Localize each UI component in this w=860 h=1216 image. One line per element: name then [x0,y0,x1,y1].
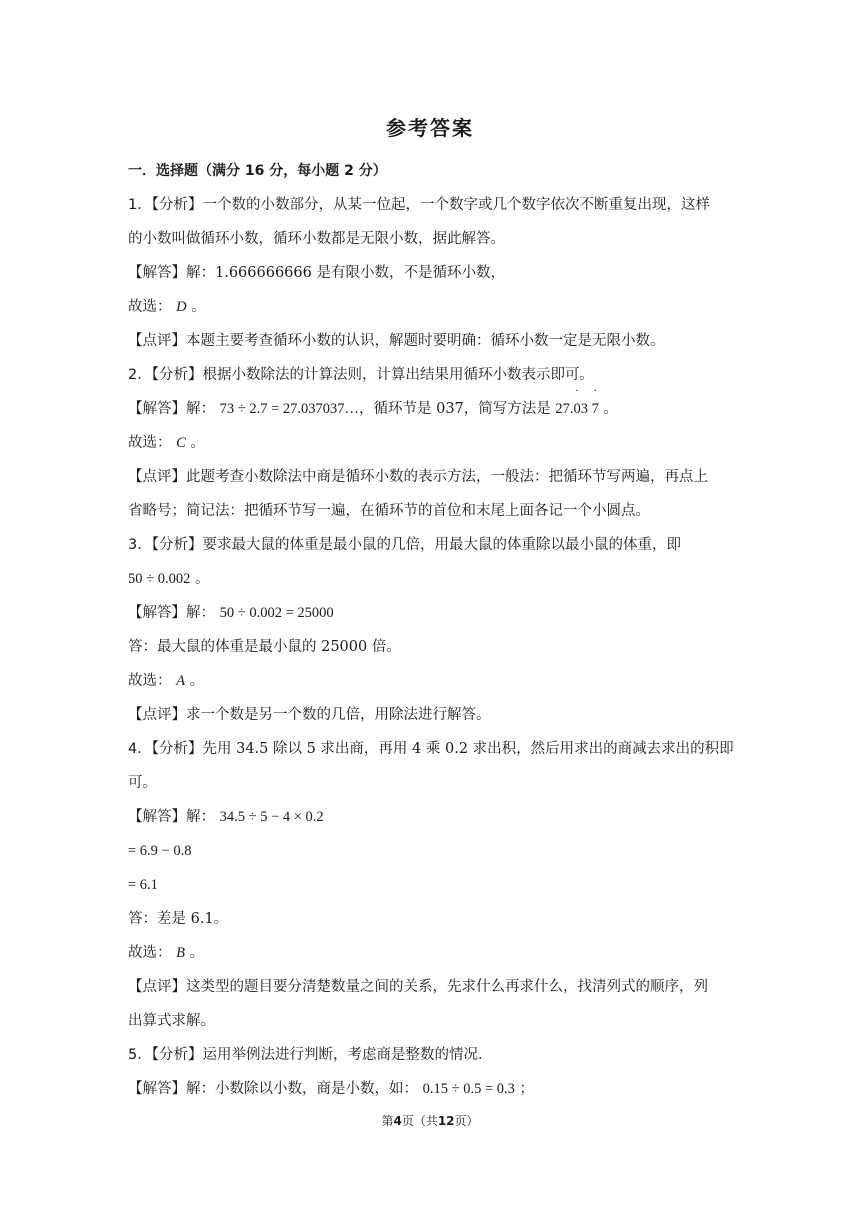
q1-jieda-text: 解：1.666666666 是有限小数，不是循环小数， [186,265,505,281]
q2-dianping-tag: 【点评】 [128,469,186,485]
q5-fenxi-line [128,1038,734,1072]
q5-jieda-expr: 0.15 ÷ 0.5 = 0.3 [422,1081,515,1097]
q1-fenxi-tag: 【分析】 [151,197,203,213]
q3-jieda-line [128,596,734,630]
rep-base: 27. [555,401,574,417]
q4-dianping-tag: 【点评】 [128,979,186,995]
q2-choice: C [176,435,186,451]
q4-jieda-expr: 34.5 ÷ 5 − 4 × 0.2 [219,809,324,825]
q2-fenxi-text: 根据小数除法的计算法则，计算出结果用循环小数表示即可。 [202,367,594,383]
q3-dianping-tag: 【点评】 [128,707,186,723]
q1-dianping-tag: 【点评】 [128,333,186,349]
q5-number: 5． [128,1047,152,1063]
q4-fenxi-tag: 【分析】 [151,741,203,757]
repeat-dot-icon: · [593,383,598,397]
q3-fenxi-line-2 [128,562,734,596]
q2-jieda-expr: 73 ÷ 2.7 = 27.037037… [219,401,359,417]
q3-fenxi-expr: 50 ÷ 0.002 [128,571,191,587]
rep-digit: 0 [573,401,581,417]
q4-fenxi-text-2: 可。 [128,775,157,791]
q2-choice-prefix: 故选： [128,435,172,451]
q4-jieda-pre: 解： [186,809,215,825]
rep-digit: 7 [591,401,599,417]
q3-choice-line [128,664,734,698]
q4-answer: 答：差是 6.1。 [128,911,229,927]
q5-fenxi-text: 运用举例法进行判断，考虑商是整数的情况． [202,1047,493,1063]
q3-jieda-tag: 【解答】 [128,605,186,621]
section-heading: 一．选择题（满分 16 分，每小题 2 分） [128,163,387,179]
q1-choice-line [128,290,734,324]
q1-fenxi-text-2: 的小数叫做循环小数，循环小数都是无限小数，据此解答。 [128,231,505,247]
rep-digit-middle: 3 [580,401,589,417]
q5-jieda-end: ； [514,1081,534,1097]
rep-digit-first [573,383,581,426]
answer-content [128,154,734,1106]
q2-dianping-text-1: 此题考查小数除法中商是循环小数的表示方法，一般法：把循环节写两遍，再点上 [186,469,708,485]
q1-jieda-tag: 【解答】 [128,265,186,281]
q4-jieda-line [128,800,734,834]
q2-choice-suffix: 。 [190,435,205,451]
q2-fenxi-line [128,358,734,392]
q2-number: 2． [128,367,152,383]
q5-jieda-pre: 解：小数除以小数，商是小数，如： [186,1081,418,1097]
q3-dianping-line [128,698,734,732]
q4-choice-prefix: 故选： [128,945,172,961]
q1-dianping-text: 本题主要考查循环小数的认识，解题时要明确：循环小数一定是无限小数。 [186,333,665,349]
q3-choice-prefix: 故选： [128,673,172,689]
q1-choice: D [176,299,187,315]
q3-fenxi-end: 。 [190,571,210,587]
q3-choice: A [176,673,185,689]
q3-fenxi-line-1 [128,528,734,562]
q3-choice-suffix: 。 [189,673,205,689]
q4-fenxi-line-1 [128,732,734,766]
q4-step-2: = 6.1 [128,877,158,893]
q1-choice-suffix: 。 [191,299,206,315]
q4-choice-suffix: 。 [189,945,205,961]
footer-pre: 第 [381,1114,394,1128]
rep-digit-last [591,383,599,426]
q3-answer: 答：最大鼠的体重是最小鼠的 25000 倍。 [128,639,401,655]
q4-fenxi-text-1: 先用 34.5 除以 5 求出商，再用 4 乘 0.2 求出积，然后用求出的商减去求出的积即 [202,741,734,757]
q2-repeating-decimal [555,383,599,417]
q4-step-1: = 6.9 − 0.8 [128,843,192,859]
q4-dianping-line-1 [128,970,734,1004]
q3-jieda-expr: 50 ÷ 0.002 = 25000 [219,605,334,621]
footer-post: 页） [454,1114,479,1128]
q5-jieda-tag: 【解答】 [128,1081,186,1097]
q1-jieda-line [128,256,734,290]
q2-dianping-line-1 [128,460,734,494]
repeat-dot-icon: · [575,383,580,397]
q4-dianping-text-1: 这类型的题目要分清楚数量之间的关系，先求什么再求什么，找清列式的顺序，列 [186,979,708,995]
q3-number: 3． [128,537,152,553]
q2-jieda-mid: ，循环节是 037，简写方法是 [359,401,556,417]
q1-dianping-line [128,324,734,358]
q2-jieda-pre: 解： [186,401,215,417]
page-title: 参考答案 [386,116,474,140]
footer-mid: 页（共 [401,1114,438,1128]
q4-choice-line [128,936,734,970]
q3-fenxi-tag: 【分析】 [151,537,203,553]
q1-number: 1． [128,197,152,213]
footer-page-number: 4 [393,1114,402,1128]
q4-jieda-tag: 【解答】 [128,809,186,825]
q4-choice: B [176,945,185,961]
q3-jieda-pre: 解： [186,605,215,621]
q2-jieda-tag: 【解答】 [128,401,186,417]
q1-fenxi-text-1: 一个数的小数部分，从某一位起，一个数字或几个数字依次不断重复出现，这样 [202,197,710,213]
q3-dianping-text: 求一个数是另一个数的几倍，用除法进行解答。 [186,707,491,723]
q3-fenxi-text-1: 要求最大鼠的体重是最小鼠的几倍，用最大鼠的体重除以最小鼠的体重，即 [202,537,681,553]
q2-jieda-end: 。 [598,401,619,417]
q4-dianping-text-2: 出算式求解。 [128,1013,215,1029]
q2-jieda-line [128,383,734,426]
q2-dianping-text-2: 省略号；简记法：把循环节写一遍，在循环节的首位和末尾上面各记一个小圆点。 [128,503,650,519]
q2-choice-line [128,426,734,460]
q5-fenxi-tag: 【分析】 [151,1047,203,1063]
q5-jieda-line [128,1072,734,1106]
q1-fenxi-line-1 [128,188,734,222]
q4-number: 4． [128,741,152,757]
q1-choice-prefix: 故选： [128,299,172,315]
footer-total-pages: 12 [437,1114,455,1128]
page-footer [0,1112,860,1129]
q2-fenxi-tag: 【分析】 [151,367,203,383]
